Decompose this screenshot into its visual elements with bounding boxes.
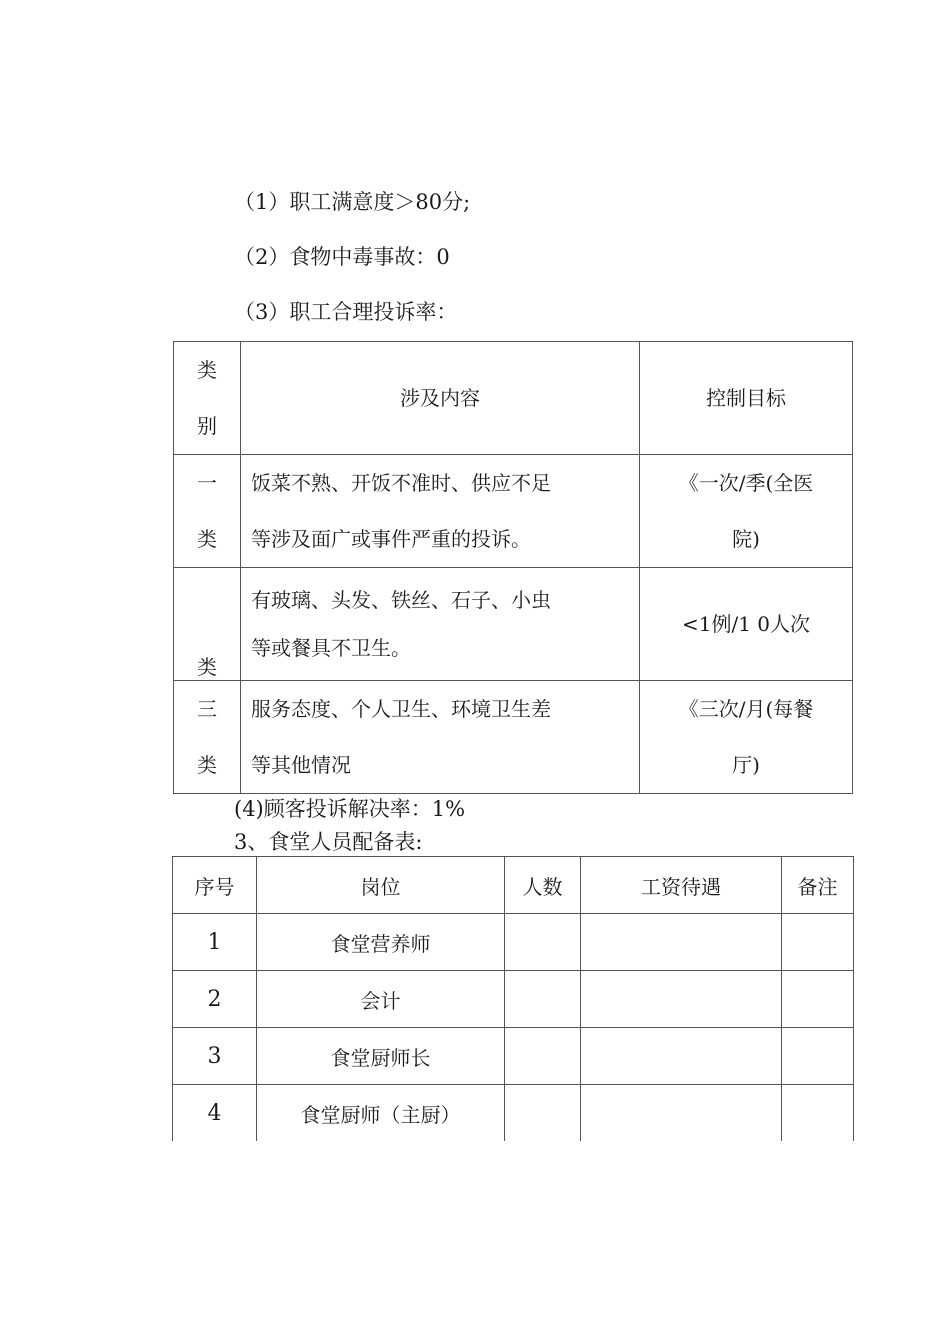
row-no: 3 — [173, 1028, 257, 1085]
row-remark — [782, 1028, 854, 1085]
table-row — [173, 971, 854, 1028]
header-salary: 工资待遇 — [581, 857, 782, 914]
row-count — [505, 1028, 581, 1085]
row-post: 会计 — [257, 971, 505, 1028]
header-post: 岗位 — [257, 857, 505, 914]
requirement-food-poisoning: （2）食物中毒事故：0 — [234, 245, 450, 269]
row-count — [505, 1085, 581, 1142]
row-no: 1 — [173, 914, 257, 971]
row-count — [505, 971, 581, 1028]
row-remark — [782, 914, 854, 971]
row-post: 食堂厨师（主厨） — [257, 1085, 505, 1142]
section-staff-table-title: 3、食堂人员配备表: — [234, 830, 423, 854]
row-salary — [581, 1028, 782, 1085]
header-content: 涉及内容 — [241, 342, 640, 455]
row-target: <1例/1 0人次 — [640, 568, 853, 681]
table-row — [174, 681, 853, 794]
header-target: 控制目标 — [640, 342, 853, 455]
table-row — [174, 568, 853, 681]
row-category: 一 类 — [174, 455, 241, 568]
row-post: 食堂厨师长 — [257, 1028, 505, 1085]
row-salary — [581, 1085, 782, 1142]
header-count: 人数 — [505, 857, 581, 914]
complaint-table — [173, 341, 853, 794]
row-no: 2 — [173, 971, 257, 1028]
row-salary — [581, 914, 782, 971]
row-count — [505, 914, 581, 971]
header-remark: 备注 — [782, 857, 854, 914]
staff-table — [172, 856, 854, 1141]
complaint-table-header — [174, 342, 853, 455]
header-category: 类 别 — [174, 342, 241, 455]
staff-table-header — [173, 857, 854, 914]
table-row — [173, 1028, 854, 1085]
row-content: 有玻璃、头发、铁丝、石子、小虫 等或餐具不卫生。 — [241, 568, 640, 681]
row-content: 饭菜不熟、开饭不准时、供应不足 等涉及面广或事件严重的投诉。 — [241, 455, 640, 568]
row-remark — [782, 971, 854, 1028]
row-target: 《三次/月(每餐 厅) — [640, 681, 853, 794]
table-row — [174, 455, 853, 568]
row-category: 三 类 — [174, 681, 241, 794]
header-no: 序号 — [173, 857, 257, 914]
row-content: 服务态度、个人卫生、环境卫生差 等其他情况 — [241, 681, 640, 794]
requirement-complaint-rate: （3）职工合理投诉率： — [234, 300, 458, 324]
row-target: 《一次/季(全医 院) — [640, 455, 853, 568]
table-row — [173, 1085, 854, 1142]
row-remark — [782, 1085, 854, 1142]
row-no: 4 — [173, 1085, 257, 1142]
requirement-satisfaction: （1）职工满意度＞80分; — [234, 190, 471, 214]
row-post: 食堂营养师 — [257, 914, 505, 971]
row-category: 类 — [174, 568, 241, 681]
row-salary — [581, 971, 782, 1028]
requirement-resolution-rate: (4)顾客投诉解决率：1% — [234, 797, 466, 821]
table-row — [173, 914, 854, 971]
